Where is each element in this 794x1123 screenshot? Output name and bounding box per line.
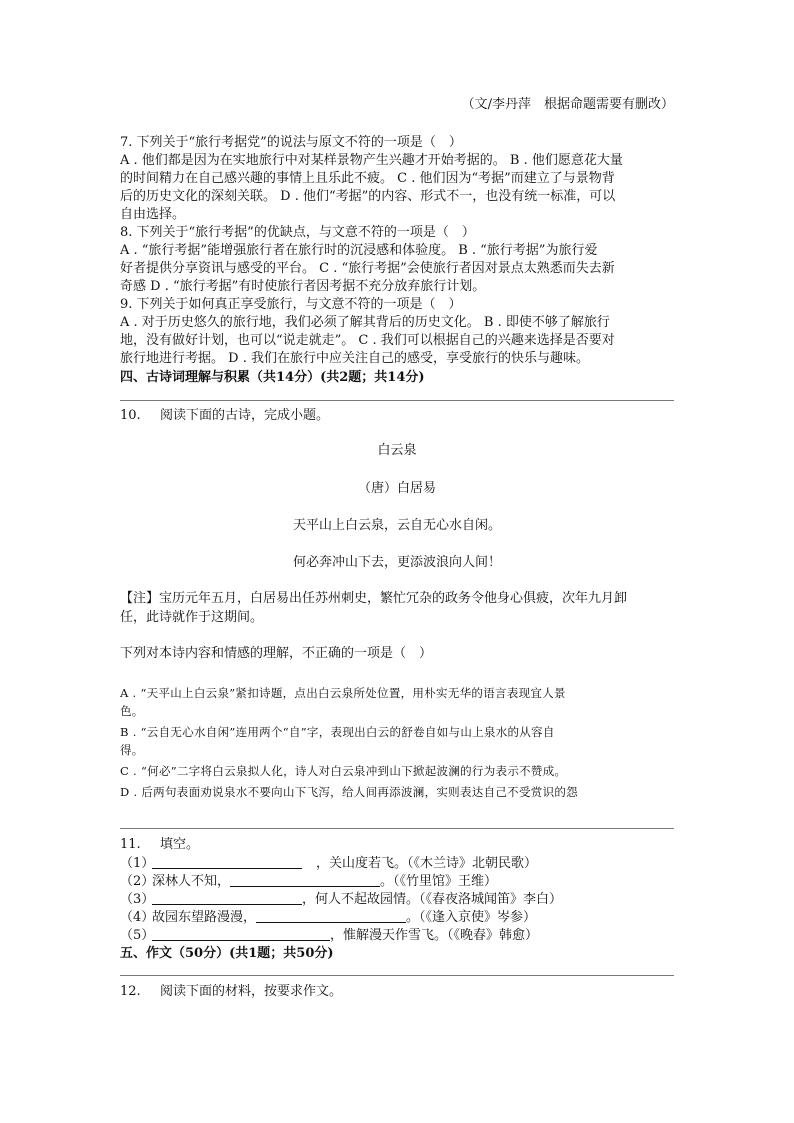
- fill-blank-item: （2）深林人不知， 。（《竹里馆》王维）: [120, 874, 498, 889]
- q8-stem: 8. 下列关于“旅行考据”的优缺点，与文意不符的一项是（ ）: [120, 225, 475, 240]
- poem-line-2: 何必奔冲山下去，更添波浪向人间！: [292, 555, 501, 570]
- answer-blank[interactable]: [152, 928, 330, 941]
- q11-number: 11.: [120, 837, 141, 852]
- answer-blank[interactable]: [152, 892, 302, 905]
- q10-stem: 阅读下面的古诗，完成小题。: [160, 408, 330, 423]
- section-divider: [120, 828, 674, 829]
- fill-blank-item: （1） ，关山度若飞。（《木兰诗》北朝民歌）: [120, 856, 538, 871]
- q9-line: A . 对于历史悠久的旅行地，我们必须了解其背后的历史文化。 B . 即使不够了解旅行: [120, 315, 610, 330]
- fill-blank-item: （5） ，惟解漫天作雪飞。（《晚春》韩愈）: [120, 928, 539, 943]
- q10-option-a-cont: 色。: [120, 704, 144, 718]
- q12-stem-row: [120, 983, 674, 1001]
- section-divider: [120, 400, 674, 401]
- answer-blank[interactable]: [256, 910, 406, 923]
- poem-note: 【注】宝历元年五月，白居易出任苏州刺史，繁忙冗杂的政务令他身心俱疲，次年九月卸: [120, 591, 628, 606]
- q8-line: 奇感 D . “旅行考据”有时使旅行者因考据不充分放弃旅行计划。: [120, 279, 486, 294]
- q11-stem-row: [120, 836, 674, 854]
- fill-blank-item: （4）故园东望路漫漫， 。（《逢入京使》岑参）: [120, 910, 537, 925]
- section-divider: [120, 975, 674, 976]
- q7-stem: 7. 下列关于“旅行考据党”的说法与原文不符的一项是（ ）: [120, 135, 462, 150]
- q12-number: 12.: [120, 984, 141, 999]
- q9-stem: 9. 下列关于如何真正享受旅行，与文意不符的一项是（ ）: [120, 297, 462, 312]
- q8-line: 好者提供分享资讯与感受的平台。 C . “旅行考据”会使旅行者因对景点太熟悉而失去新: [120, 261, 615, 276]
- q10-number: 10.: [120, 408, 141, 423]
- q10-option-a: A . “天平山上白云泉”紧扣诗题，点出白云泉所处位置，用朴实无华的语言表现宜人景: [120, 686, 566, 700]
- q8-line: A . “旅行考据”能增强旅行者在旅行时的沉浸感和体验度。 B . “旅行考据”为旅行爱: [120, 243, 598, 258]
- q11-stem: 填空。: [160, 837, 200, 852]
- q9-line: 地，没有做好计划，也可以“说走就走”。 C . 我们可以根据自己的兴趣来选择是否要对: [120, 333, 615, 348]
- q10-option-b-cont: 得。: [120, 743, 144, 757]
- q9-line: 旅行地进行考据。 D . 我们在旅行中应关注自己的感受，享受旅行的快乐与趣味。: [120, 351, 589, 366]
- source-note: （文/李丹萍 根据命题需要有删改）: [461, 97, 674, 112]
- q10-stem-row: [120, 407, 674, 425]
- answer-blank[interactable]: [152, 856, 302, 869]
- poem-author: （唐）白居易: [357, 481, 436, 496]
- q10-option-d: D . 后两句表面劝说泉水不要向山下飞泻，给人间再添波澜，实则表达自己不受赏识的怨: [120, 785, 578, 799]
- q10-option-b: B . “云自无心水自闲”连用两个“自”字，表现出白云的舒卷自如与山上泉水的从容自: [120, 725, 555, 739]
- q7-line: 自由选择。: [120, 207, 186, 222]
- poem-note: 任，此诗就作于这期间。: [120, 610, 264, 625]
- answer-blank[interactable]: [230, 874, 380, 887]
- section-4-heading: 四、古诗词理解与积累（共14分）(共2题；共14分): [120, 370, 425, 385]
- q12-stem: 阅读下面的材料，按要求作文。: [160, 984, 343, 999]
- q10-option-c: C . “何必”二字将白云泉拟人化，诗人对白云泉冲到山下掀起波澜的行为表示不赞成。: [120, 764, 567, 778]
- q7-line: A . 他们都是因为在实地旅行中对某样景物产生兴趣才开始考据的。 B . 他们愿意花大量: [120, 153, 623, 168]
- q10-question: 下列对本诗内容和情感的理解，不正确的一项是（ ）: [120, 646, 433, 661]
- poem-line-1: 天平山上白云泉，云自无心水自闲。: [292, 518, 501, 533]
- poem-title: 白云泉: [377, 443, 417, 458]
- q7-line: 的时间精力在自己感兴趣的事情上且乐此不疲。 C . 他们因为“考据”而建立了与景物背: [120, 171, 615, 186]
- section-5-heading: 五、作文（50分）(共1题；共50分): [120, 946, 334, 961]
- q7-line: 后的历史文化的深刻关联。 D . 他们“考据”的内容、形式不一，也没有统一标准，可以: [120, 189, 616, 204]
- fill-blank-item: （3） ，何人不起故园情。（《春夜洛城闻笛》李白）: [120, 892, 563, 907]
